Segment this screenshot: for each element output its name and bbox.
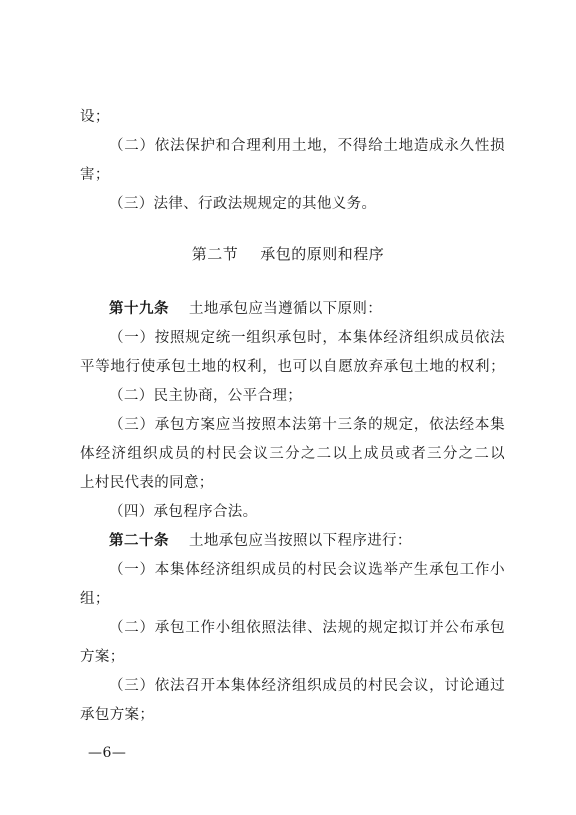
text-line: 方案； xyxy=(80,649,125,665)
text-line: 上村民代表的同意； xyxy=(80,475,214,491)
article-text: 土地承包应当遵循以下原则： xyxy=(189,301,383,317)
section-title: 承包的原则和程序 xyxy=(260,245,385,263)
text-line: 体经济组织成员的村民会议三分之二以上成员或者三分之二以 xyxy=(80,446,505,462)
text-line: 害； xyxy=(80,167,110,183)
article-line xyxy=(109,531,505,551)
text-line: 承包方案； xyxy=(80,707,155,723)
article-heading: 第二十条 xyxy=(109,532,169,549)
text-line: 组； xyxy=(80,591,110,607)
article-heading: 第十九条 xyxy=(109,300,169,317)
text-line: （二）依法保护和合理利用土地，不得给土地造成永久性损 xyxy=(109,138,505,154)
page-number: —6— xyxy=(88,745,127,761)
text-line: （三）依法召开本集体经济组织成员的村民会议，讨论通过 xyxy=(109,678,505,694)
text-line: （一）按照规定统一组织承包时，本集体经济组织成员依法 xyxy=(109,330,505,346)
article-text: 土地承包应当按照以下程序进行： xyxy=(189,533,412,549)
text-line: （二）民主协商，公平合理； xyxy=(109,388,303,404)
text-line: （四）承包程序合法。 xyxy=(109,504,258,520)
text-line: 设； xyxy=(80,109,110,125)
section-number: 第二节 xyxy=(191,245,239,263)
text-line: 平等地行使承包土地的权利，也可以自愿放弃承包土地的权利； xyxy=(80,359,505,375)
text-line: （二）承包工作小组依照法律、法规的规定拟订并公布承包 xyxy=(109,620,505,636)
section-heading xyxy=(0,244,576,264)
text-line: （三）承包方案应当按照本法第十三条的规定，依法经本集 xyxy=(109,417,505,433)
text-line: （一）本集体经济组织成员的村民会议选举产生承包工作小 xyxy=(109,562,505,578)
article-line xyxy=(109,299,505,319)
text-line: （三）法律、行政法规规定的其他义务。 xyxy=(109,196,377,212)
